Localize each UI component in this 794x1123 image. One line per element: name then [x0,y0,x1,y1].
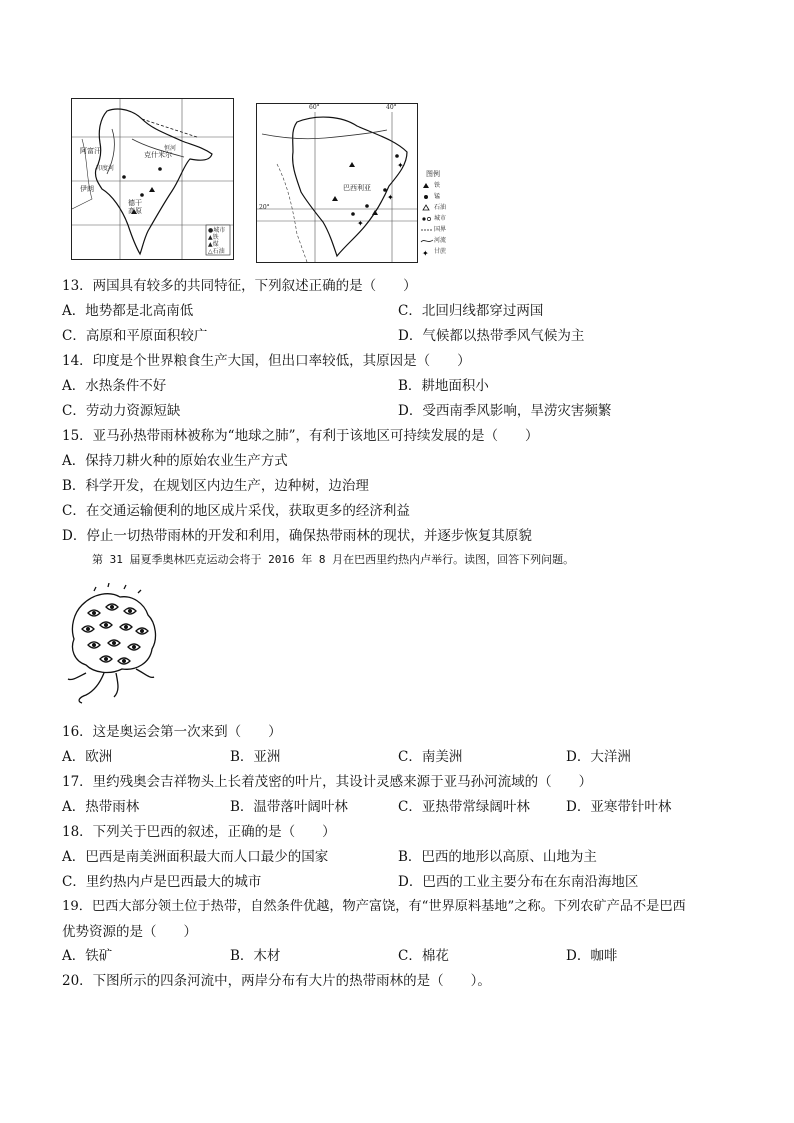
q16-option-b: B．亚洲 [230,749,281,765]
question-19-stem-line1: 19．巴西大部分领土位于热带，自然条件优越，物产富饶，有“世界原料基地”之称。下列农矿产品不是巴西 [62,899,686,914]
brazil-lon-tick: 40° [386,104,397,111]
label-indus: 印度河 [96,165,115,172]
question-16-stem: 16．这是奥运会第一次来到（ ） [62,724,282,740]
india-legend-item: ●城市 [208,227,226,234]
brazil-lon-tick: 60° [309,104,320,111]
q18-option-a: A．巴西是南美洲面积最大而人口最少的国家 [62,849,329,865]
brazil-legend-oil: 石油 [434,204,447,211]
q17-option-c: C．亚热带常绿阔叶林 [398,799,530,815]
q14-option-b: B．耕地面积小 [398,378,489,394]
question-20-stem: 20．下图所示的四条河流中，两岸分布有大片的热带雨林的是（ ）。 [62,973,491,989]
question-19-stem-line2: 优势资源的是（ ） [62,924,197,940]
label-afghanistan: 阿富汗 [80,147,101,155]
label-brasilia: 巴西利亚 [343,184,371,192]
olympic-mascot-illustration [64,583,160,709]
q13-option-a: A．地势都是北高南低 [62,303,194,319]
q13-option-d: D．气候都以热带季风气候为主 [398,328,585,344]
q14-option-a: A．水热条件不好 [62,378,167,394]
q18-option-d: D．巴西的工业主要分布在东南沿海地区 [398,874,639,890]
q17-option-b: B．温带落叶阔叶林 [230,799,348,815]
brazil-legend-border: 国界 [434,226,447,233]
brazil-legend-river: 河流 [434,237,447,244]
q19-option-c: C．棉花 [398,948,449,964]
india-legend-item: ▲煤 [208,241,219,248]
svg-text:✦: ✦ [387,193,394,202]
brazil-legend-title: 图例 [426,170,440,178]
q16-option-d: D．大洋洲 [566,749,631,765]
label-deccan: 德干高原 [128,199,142,215]
question-13-stem: 13．两国具有较多的共同特征，下列叙述正确的是（ ） [62,278,417,294]
q14-option-c: C．劳动力资源短缺 [62,403,181,419]
label-ganges: 恒河 [164,145,177,152]
brazil-legend-manganese: 锰 [434,193,441,200]
india-map [71,98,234,260]
question-15-stem: 15．亚马孙热带雨林被称为“地球之肺”，有利于该地区可持续发展的是（ ） [62,428,539,444]
q13-option-c: C．北回归线都穿过两国 [398,303,544,319]
brazil-map-drawing [257,104,417,262]
q17-option-a: A．热带雨林 [62,799,140,815]
brazil-lat-tick: 20° [259,204,270,211]
question-18-stem: 18．下列关于巴西的叙述，正确的是（ ） [62,824,336,840]
q18-option-b: B．巴西的地形以高原、山地为主 [398,849,597,865]
q14-option-d: D．受西南季风影响，旱涝灾害频繁 [398,403,612,419]
question-17-stem: 17．里约残奥会吉祥物头上长着茂密的叶片，其设计灵感来源于亚马孙河流域的（ ） [62,774,593,790]
q16-option-c: C．南美洲 [398,749,463,765]
brazil-legend [420,170,460,262]
svg-text:✦: ✦ [357,219,364,228]
brazil-legend-symbols [420,170,434,262]
label-kashmir: 克什米尔 [144,151,172,159]
brazil-legend-sugarcane: 甘蔗 [434,248,447,255]
q13-option-c2: C．高原和平原面积较广 [62,328,208,344]
olympics-intro: 第 31 届夏季奥林匹克运动会将于 2016 年 8 月在巴西里约热内卢举行。读图，回答下列问题。 [92,553,575,566]
brazil-legend-city: 城市 [434,215,447,222]
q19-option-d: D．咖啡 [566,948,618,964]
q15-option-c: C．在交通运输便利的地区成片采伐，获取更多的经济利益 [62,503,410,519]
label-iran: 伊朗 [80,185,94,193]
india-legend-item: ▲铁 [208,234,219,241]
svg-text:✦: ✦ [397,161,404,170]
question-14-stem: 14．印度是个世界粮食生产大国，但出口率较低，其原因是（ ） [62,353,471,369]
q15-option-d: D．停止一切热带雨林的开发和利用，确保热带雨林的现状，并逐步恢复其原貌 [62,528,532,544]
q19-option-b: B．木材 [230,948,281,964]
q19-option-a: A．铁矿 [62,948,113,964]
q15-option-b: B．科学开发，在规划区内边生产，边种树，边治理 [62,478,369,494]
q18-option-c: C．里约热内卢是巴西最大的城市 [62,874,262,890]
q16-option-a: A．欧洲 [62,749,113,765]
india-legend-item: △石油 [208,248,225,255]
q15-option-a: A．保持刀耕火种的原始农业生产方式 [62,453,288,469]
svg-text:✦: ✦ [422,249,429,258]
q17-option-d: D．亚寒带针叶林 [566,799,672,815]
brazil-map [256,103,418,263]
brazil-legend-iron: 铁 [434,182,441,189]
